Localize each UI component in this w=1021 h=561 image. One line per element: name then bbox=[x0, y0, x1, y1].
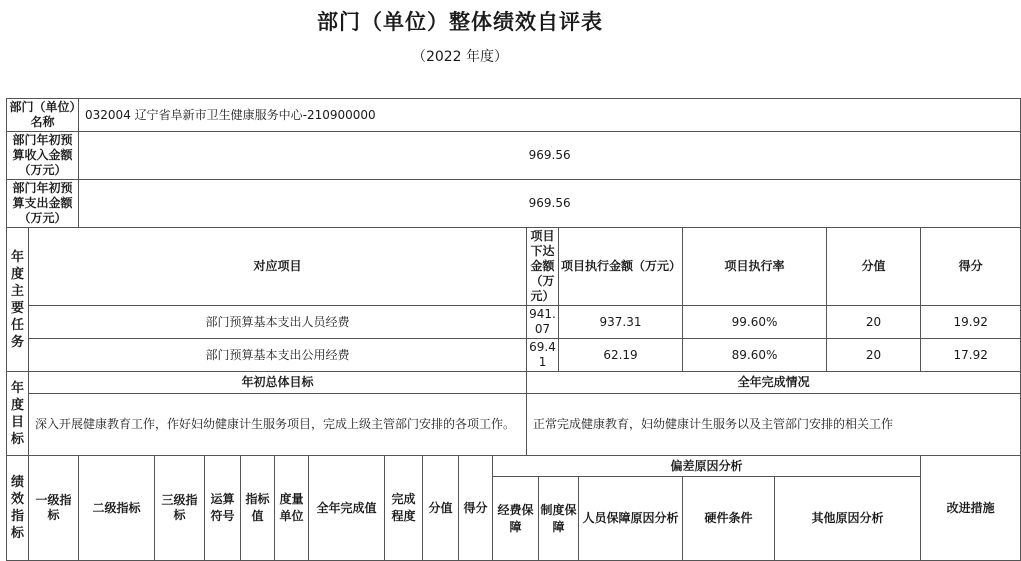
task-item: 部门预算基本支出公用经费 bbox=[29, 339, 527, 372]
table-row bbox=[7, 339, 1021, 372]
task-rate: 99.60% bbox=[683, 306, 827, 339]
unit-name-label: 部门（单位）名称 bbox=[7, 99, 79, 132]
task-rate: 89.60% bbox=[683, 339, 827, 372]
col-weight: 分值 bbox=[423, 456, 459, 561]
task-executed: 937.31 bbox=[559, 306, 683, 339]
col-hardware: 硬件条件 bbox=[683, 477, 775, 561]
col-unit: 度量单位 bbox=[275, 456, 309, 561]
task-weight: 20 bbox=[827, 306, 921, 339]
task-score: 19.92 bbox=[921, 306, 1021, 339]
col-level3: 三级指标 bbox=[155, 456, 205, 561]
col-staff: 人员保障原因分析 bbox=[579, 477, 683, 561]
col-degree: 完成程度 bbox=[385, 456, 423, 561]
col-other: 其他原因分析 bbox=[775, 477, 921, 561]
col-funding: 经费保障 bbox=[493, 477, 539, 561]
completion-label: 全年完成情况 bbox=[527, 372, 1021, 394]
tasks-header-score: 得分 bbox=[921, 228, 1021, 306]
tasks-header-issued: 项目下达金额（万元） bbox=[527, 228, 559, 306]
evaluation-table bbox=[6, 98, 1021, 561]
goals-section-label: 年度目标 bbox=[7, 372, 29, 456]
col-system: 制度保障 bbox=[539, 477, 579, 561]
col-level2: 二级指标 bbox=[79, 456, 155, 561]
col-score: 得分 bbox=[459, 456, 493, 561]
income-label: 部门年初预算收入金额（万元） bbox=[7, 132, 79, 180]
task-issued: 69.41 bbox=[527, 339, 559, 372]
tasks-header-item: 对应项目 bbox=[29, 228, 527, 306]
tasks-header-rate: 项目执行率 bbox=[683, 228, 827, 306]
col-improve: 改进措施 bbox=[921, 456, 1021, 561]
overall-goal-label: 年初总体目标 bbox=[29, 372, 527, 394]
tasks-header-executed: 项目执行金额（万元） bbox=[559, 228, 683, 306]
col-level1: 一级指标 bbox=[29, 456, 79, 561]
expense-label: 部门年初预算支出金额（万元） bbox=[7, 180, 79, 228]
col-actual: 全年完成值 bbox=[309, 456, 385, 561]
overall-goal-text: 深入开展健康教育工作，作好妇幼健康计生服务项目，完成上级主管部门安排的各项工作。 bbox=[29, 394, 527, 456]
col-target: 指标值 bbox=[241, 456, 275, 561]
page-title: 部门（单位）整体绩效自评表 bbox=[317, 10, 603, 34]
completion-text: 正常完成健康教育，妇幼健康计生服务以及主管部门安排的相关工作 bbox=[527, 394, 1021, 456]
task-weight: 20 bbox=[827, 339, 921, 372]
page-subtitle: （2022 年度） bbox=[411, 49, 509, 65]
col-seq: 运算符号 bbox=[205, 456, 241, 561]
task-executed: 62.19 bbox=[559, 339, 683, 372]
indicators-section-label: 绩效指标 bbox=[7, 456, 29, 561]
deviation-label: 偏差原因分析 bbox=[493, 456, 921, 477]
tasks-header-weight: 分值 bbox=[827, 228, 921, 306]
unit-name-value: 032004 辽宁省阜新市卫生健康服务中心-210900000 bbox=[79, 99, 1021, 132]
table-row bbox=[7, 306, 1021, 339]
task-issued: 941.07 bbox=[527, 306, 559, 339]
task-item: 部门预算基本支出人员经费 bbox=[29, 306, 527, 339]
tasks-section-label: 年度主要任务 bbox=[7, 228, 29, 372]
task-score: 17.92 bbox=[921, 339, 1021, 372]
expense-value: 969.56 bbox=[79, 180, 1021, 228]
income-value: 969.56 bbox=[79, 132, 1021, 180]
